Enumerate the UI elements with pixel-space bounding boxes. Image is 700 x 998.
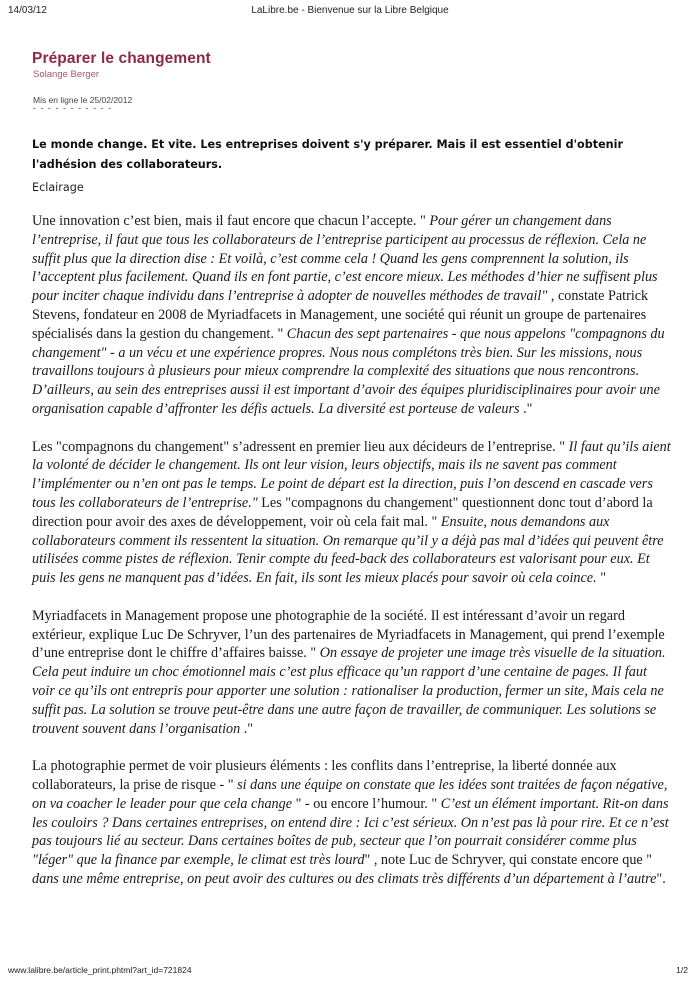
article-body: [32, 212, 672, 889]
article-paragraph: [32, 607, 672, 739]
article-author[interactable]: Solange Berger: [33, 69, 100, 80]
body-text: Les "compagnons du changement" questionnent donc tout d’abord la direction pour avoir des axes de développement, voir où cela fait mal. ": [32, 494, 653, 530]
quote-text: Pour gérer un changement dans l’entreprise, il faut que tous les collaborateurs de l’entreprise participent au processus de réflexion. Cela ne suffit plus que la direction dise : Et voilà, c’est comme cela ! Quand les gens comprennent la solution, ils l’acceptent plus facilement. Quand ils en font partie, c’est encore mieux. Les méthodes d’hier ne suffisent plus pour inciter chaque individu dans l’entreprise à adopter de nouvelles méthodes de travail": [32, 213, 658, 305]
body-text: Une innovation c’est bien, mais il faut encore que chacun l’accepte. ": [32, 213, 430, 229]
separator-line: - - - - - - - - - - -: [33, 103, 112, 113]
body-text: ": [596, 570, 606, 587]
quote-text: C’est un élément important. Rit-on dans les couloirs ? Dans certaines entreprises, on entend dire : Ici c’est sérieux. On n’est pas là pour rire. Et ce n’est pas toujours lié au secteur. Dans certaines boîtes de pub, secteur que l’on pourrait considérer comme plus "léger" que la finance par exemple, le climat est très lourd: [32, 795, 669, 869]
body-text: Myriadfacets in Management propose une photographie de la société. Il est intéressant d’avoir un regard extérieur, explique Luc De Schryver, l’un des partenaires de Myriadfacets in Management, qui prend l’exemple d’une entreprise dont le chiffre d’affaires baisse. ": [32, 607, 665, 662]
article-paragraph: [32, 212, 672, 419]
page-header-title: LaLibre.be - Bienvenue sur la Libre Belgique: [251, 5, 449, 16]
quote-text: On essaye de projeter une image très visuelle de la situation. Cela peut induire un choc émotionnel mais c’est plus efficace qu’un rapport d’une centaine de pages. Il faut voir ce qu’ils ont entrepris pour apporter une solution : rationaliser la production, fermer un site, Mais cela ne suffit pas. La solution se trouve peut-être dans une autre façon de travailler, de communiquer. Les solutions se trouvent souvent dans l’organisation: [32, 645, 666, 737]
body-text: Les "compagnons du changement" s’adressent en premier lieu aux décideurs de l’entreprise. ": [32, 438, 569, 455]
quote-text: Chacun des sept partenaires - que nous appelons "compagnons du changement" - a un vécu et une expérience propres. Nous nous complétons très bien. Sur les missions, nous travaillons toujours à plusieurs pour mieux comprendre la complexité des situations que nous rencontrons. D’ailleurs, au sein des entreprises aussi il est important d’avoir des équipes pluridisciplinaires pour avoir une organisation capable d’affronter les défis actuels. La diversité est porteuse de valeurs: [32, 325, 665, 417]
body-text: ".: [656, 870, 666, 887]
article-paragraph: [32, 438, 672, 588]
article-lead: Le monde change. Et vite. Les entreprises doivent s'y préparer. Mais il est essentiel d'obtenir l'adhésion des collaborateurs.: [32, 138, 623, 171]
body-text: , constate Patrick Stevens, fondateur en 2008 de Myriadfacets in Management, une société qui réunit un groupe de partenaires spécialisés dans la gestion du changement. ": [32, 288, 649, 342]
body-text: .": [240, 720, 254, 737]
article-title: Préparer le changement: [32, 50, 211, 67]
body-text: .": [519, 400, 533, 417]
footer-url[interactable]: www.lalibre.be/article_print.phtml?art_id=721824: [8, 965, 192, 975]
print-date: 14/03/12: [8, 5, 47, 16]
body-text: " - ou encore l’humour. ": [292, 795, 441, 812]
page-number: 1/2: [676, 965, 688, 975]
quote-text: si dans une équipe on constate que les idées sont traitées de façon négative, on va coacher le leader pour que cela change: [32, 776, 668, 812]
article-paragraph: [32, 757, 672, 889]
publish-date: Mis en ligne le 25/02/2012: [33, 95, 133, 105]
quote-text: dans une même entreprise, on peut avoir des cultures ou des climats très différents d’un département à l’autre: [32, 870, 657, 887]
body-text: " , note Luc de Schryver, qui constate encore que ": [364, 852, 653, 869]
body-text: La photographie permet de voir plusieurs éléments : les conflits dans l’entreprise, la liberté donnée aux collaborateurs, la prise de risque - ": [32, 758, 617, 793]
article-kicker: Eclairage: [32, 181, 84, 194]
quote-text: Ensuite, nous demandons aux collaborateurs comment ils ressentent la situation. On remarque qu’il y a déjà pas mal d’idées qui peuvent être utilisées comme pistes de réflexion. Tenir compte du feed-back des collaborateurs est valorisant pour eux. Et puis les gens ne manquent pas d’idées. En fait, ils sont les mieux placés pour savoir où cela coince.: [32, 513, 664, 587]
quote-text: Il faut qu’ils aient la volonté de décider le changement. Ils ont leur vision, leurs objectifs, mais ils ne savent pas comment l’implémenter ou n’en ont pas le temps. Le point de départ est la direction, puis l’on descend en cascade vers tous les collaborateurs de l’entreprise.": [32, 438, 671, 511]
